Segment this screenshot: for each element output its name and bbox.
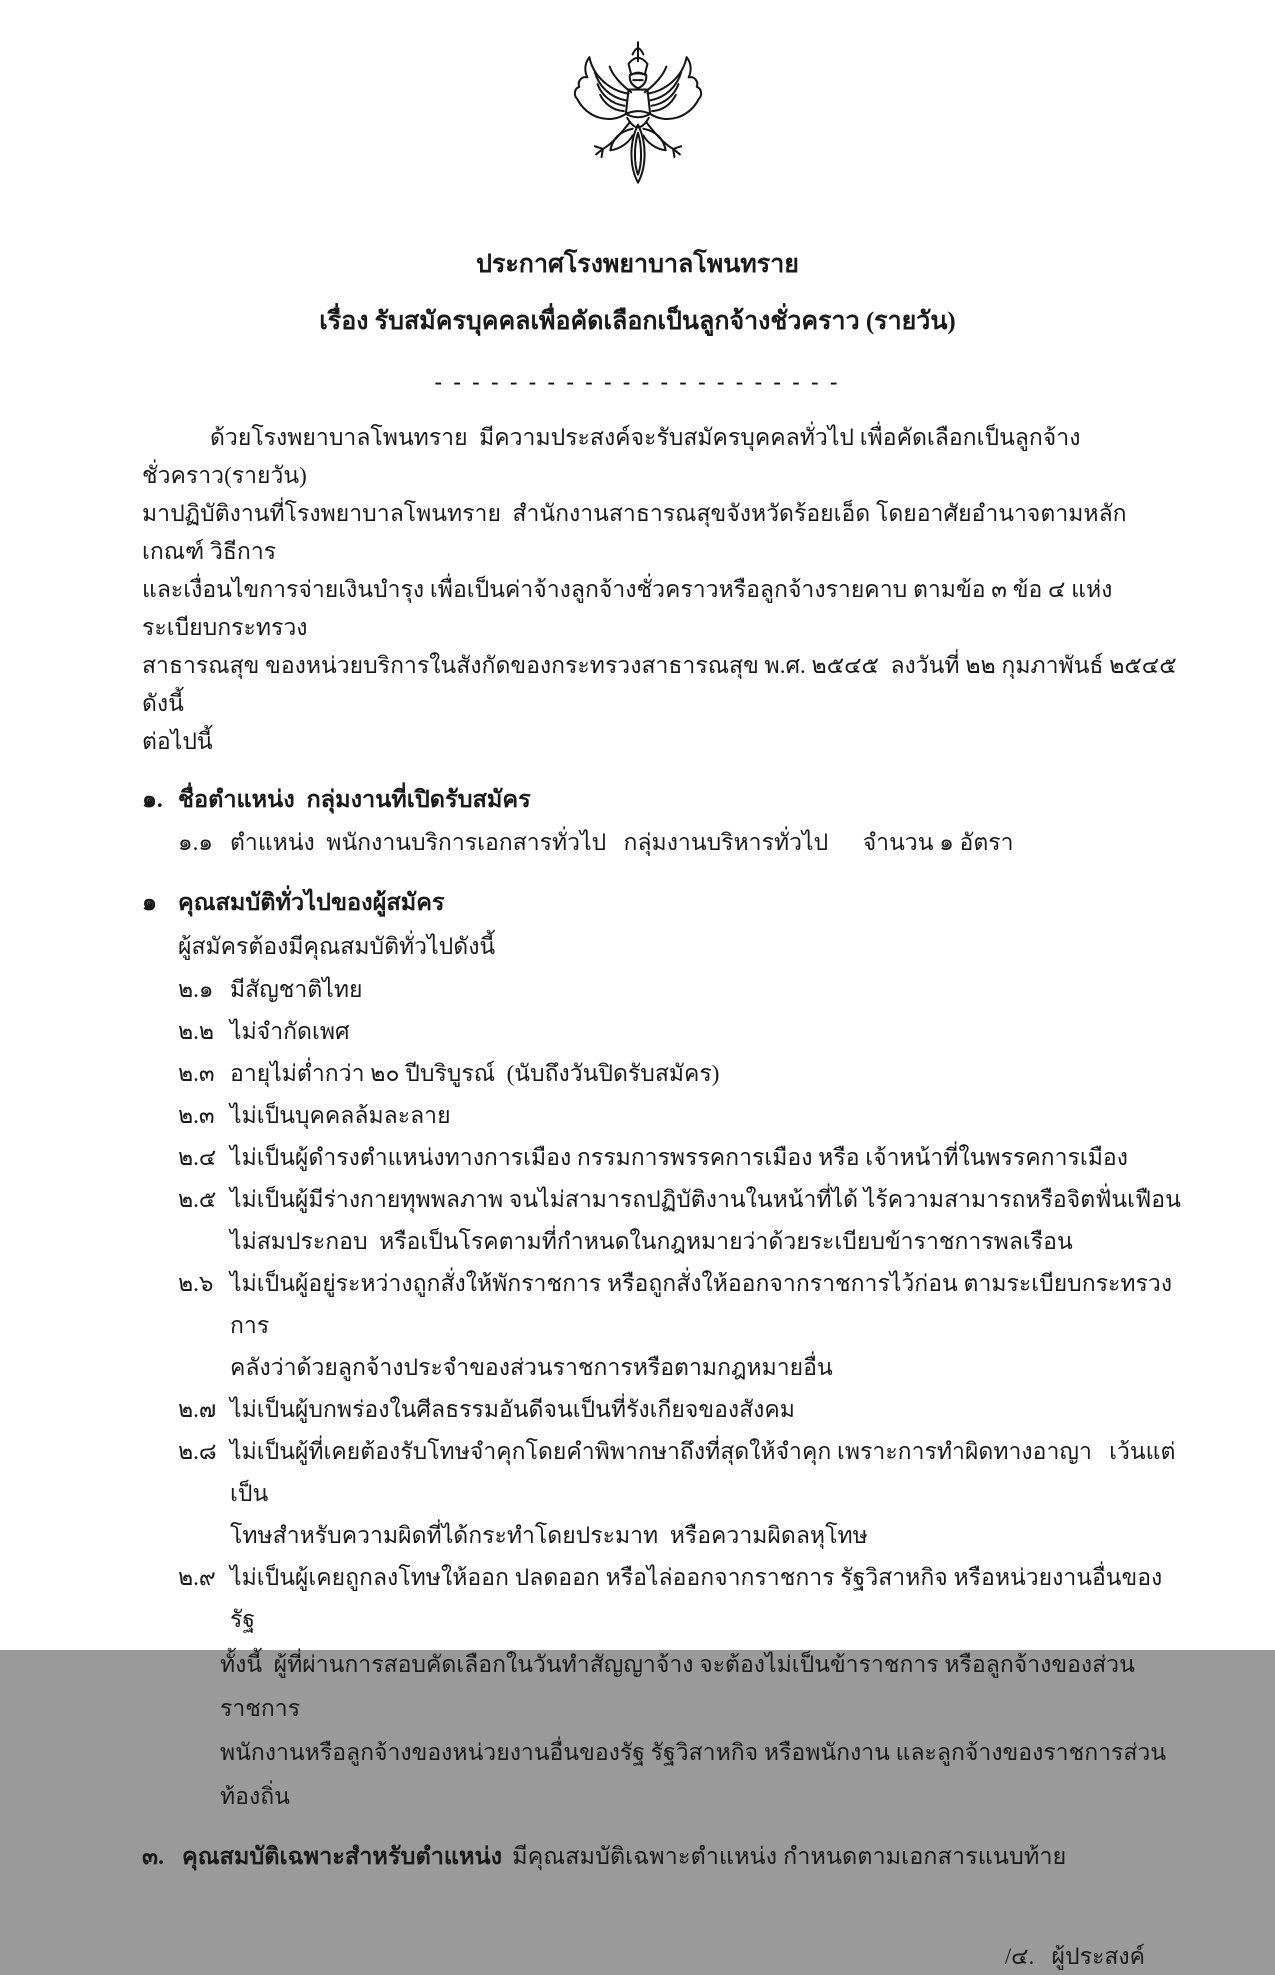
item-number: ๑.๑ (178, 830, 213, 855)
item-line: ไม่สมประกอบ หรือเป็นโรคตามที่กำหนดในกฎหมายว่าด้วยระเบียบข้าราชการพลเรือน (230, 1229, 1073, 1254)
section-label: คุณสมบัติทั่วไปของผู้สมัคร (178, 890, 445, 916)
item-line: ไม่เป็นบุคคลล้มละลาย (230, 1103, 451, 1128)
item-line: ไม่เป็นผู้บกพร่องในศีลธรรมอันดีจนเป็นที่รังเกียจของสังคม (230, 1397, 795, 1422)
section-3-heading (142, 1835, 1185, 1879)
item-line: ตำแหน่ง พนักงานบริการเอกสารทั่วไป กลุ่มงานบริหารทั่วไป จำนวน ๑ อัตรา (230, 830, 1014, 855)
item-line: มีสัญชาติไทย (230, 977, 363, 1002)
position-item (142, 822, 1185, 864)
qualification-item (142, 1053, 1185, 1095)
qualification-item (142, 969, 1185, 1011)
intro-line: มาปฏิบัติงานที่โรงพยาบาลโพนทราย สำนักงานสาธารณสุขจังหวัดร้อยเอ็ด โดยอาศัยอำนาจตามหลักเกณฑ์ วิธีการ (142, 501, 1127, 564)
item-text (230, 1263, 1185, 1389)
section-1-heading (142, 778, 1185, 822)
item-line: ไม่เป็นผู้เคยถูกลงโทษให้ออก ปลดออก หรือไล่ออกจากราชการ รัฐวิสาหกิจ หรือหน่วยงานอื่นของรัฐ (230, 1565, 1163, 1632)
section-label: คุณสมบัติเฉพาะสำหรับตำแหน่ง (182, 1844, 503, 1870)
intro-line: และเงื่อนไขการจ่ายเงินบำรุง เพื่อเป็นค่าจ้างลูกจ้างชั่วคราวหรือลูกจ้างรายคาบ ตามข้อ ๓ ข้อ ๔ แห่งระเบียบกระทรวง (142, 577, 1113, 640)
section-number: ๑. (142, 787, 163, 813)
item-text (230, 1431, 1185, 1557)
item-text (230, 1389, 1185, 1431)
closing-line: พนักงานหรือลูกจ้างของหน่วยงานอื่นของรัฐ รัฐวิสาหกิจ หรือพนักงาน และลูกจ้างของราชการส่วนท้องถิ่น (220, 1740, 1167, 1809)
item-number: ๒.๕ (178, 1187, 217, 1212)
item-number: ๒.๘ (178, 1439, 217, 1464)
qualification-item (142, 1389, 1185, 1431)
qualification-item (142, 1179, 1185, 1263)
garuda-emblem (142, 38, 1133, 220)
item-line: คลังว่าด้วยลูกจ้างประจำของส่วนราชการหรือตามกฎหมายอื่น (230, 1355, 833, 1380)
item-number: ๒.๒ (178, 1019, 215, 1044)
section-label: ชื่อตำแหน่ง กลุ่มงานที่เปิดรับสมัคร (178, 787, 531, 813)
document-title: ประกาศโรงพยาบาลโพนทราย (476, 251, 799, 278)
garuda-emblem-icon (557, 38, 719, 214)
intro-line: ด้วยโรงพยาบาลโพนทราย มีความประสงค์จะรับสมัครบุคคลทั่วไป เพื่อคัดเลือกเป็นลูกจ้างชั่วคราว(รายวัน) (142, 425, 1081, 488)
closing-line: ทั้งนี้ ผู้ที่ผ่านการสอบคัดเลือกในวันทำสัญญาจ้าง จะต้องไม่เป็นข้าราชการ หรือลูกจ้างของส่วนราชการ (220, 1652, 1135, 1721)
item-number: ๒.๔ (178, 1145, 217, 1170)
item-line: ไม่จำกัดเพศ (230, 1019, 350, 1044)
section-trailing-text: มีคุณสมบัติเฉพาะตำแหน่ง กำหนดตามเอกสารแนบท้าย (512, 1844, 1067, 1870)
item-text (230, 1137, 1185, 1179)
item-line: ไม่เป็นผู้ที่เคยต้องรับโทษจำคุกโดยคำพิพากษาถึงที่สุดให้จำคุก เพราะการทำผิดทางอาญา เว้นแต่เป็น (230, 1439, 1176, 1506)
item-line: ไม่เป็นผู้ดำรงตำแหน่งทางการเมือง กรรมการพรรคการเมือง หรือ เจ้าหน้าที่ในพรรคการเมือง (230, 1145, 1128, 1170)
page-footer-note: /๔. ผู้ประสงค์ (1004, 1944, 1145, 1969)
item-number: ๒.๑ (178, 977, 214, 1002)
item-text (230, 969, 1185, 1011)
item-number: ๒.๓ (178, 1103, 215, 1128)
qualification-item (142, 1137, 1185, 1179)
intro-paragraph (142, 419, 1189, 761)
item-text (230, 822, 1185, 864)
item-line: อายุไม่ต่ำกว่า ๒๐ ปีบริบูรณ์ (นับถึงวันปิดรับสมัคร) (230, 1061, 720, 1086)
qualification-item (142, 1557, 1185, 1641)
dashed-separator: - - - - - - - - - - - - - - - - - - - - - - (434, 369, 841, 394)
section-number: ๑ (142, 890, 157, 916)
item-number: ๒.๙ (178, 1565, 216, 1590)
intro-line: ต่อไปนี้ (142, 729, 213, 754)
document-subject: เรื่อง รับสมัครบุคคลเพื่อคัดเลือกเป็นลูกจ้างชั่วคราว (รายวัน) (319, 308, 956, 335)
item-line: โทษสำหรับความผิดที่ได้กระทำโดยประมาท หรือความผิดลหุโทษ (230, 1523, 868, 1548)
item-line: ไม่เป็นผู้มีร่างกายทุพพลภาพ จนไม่สามารถปฏิบัติงานในหน้าที่ได้ ไร้ความสามารถหรือจิตฟั่นเฟือน (230, 1187, 1181, 1212)
qualification-item (142, 1263, 1185, 1389)
section-number: ๓. (142, 1844, 164, 1870)
qualification-item (142, 1095, 1185, 1137)
intro-line: สาธารณสุข ของหน่วยบริการในสังกัดของกระทรวงสาธารณสุข พ.ศ. ๒๕๔๕ ลงวันที่ ๒๒ กุมภาพันธ์ ๒๕๔๕ ดังนี้ (142, 653, 1189, 716)
item-text (230, 1095, 1185, 1137)
qualifications-closing (220, 1643, 1185, 1819)
section-2-heading (142, 881, 1185, 925)
qualifications-preamble: ผู้สมัครต้องมีคุณสมบัติทั่วไปดังนี้ (178, 934, 496, 959)
item-number: ๒.๓ (178, 1061, 215, 1086)
item-text (230, 1053, 1185, 1095)
item-text (230, 1557, 1185, 1641)
item-number: ๒.๗ (178, 1397, 217, 1422)
item-text (230, 1179, 1185, 1263)
item-line: ไม่เป็นผู้อยู่ระหว่างถูกสั่งให้พักราชการ หรือถูกสั่งให้ออกจากราชการไว้ก่อน ตามระเบียบกระทรวงการ (230, 1271, 1173, 1338)
qualification-item (142, 1431, 1185, 1557)
qualification-item (142, 1011, 1185, 1053)
item-number: ๒.๖ (178, 1271, 214, 1296)
item-text (230, 1011, 1185, 1053)
